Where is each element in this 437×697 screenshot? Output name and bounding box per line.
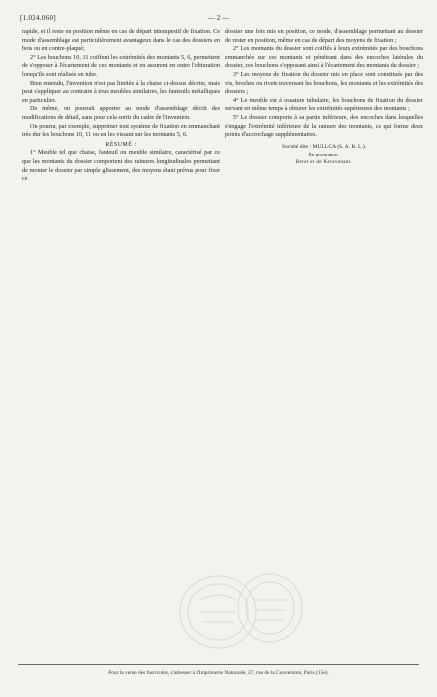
agents-name: Beret et de Keravenant. xyxy=(295,159,353,165)
embossed-seal-icon xyxy=(170,560,310,660)
signature-block xyxy=(225,143,423,167)
company-name: Société dite : MULLCA (S. A. R. L.). xyxy=(281,143,367,150)
paragraph: 4° Le meuble est à ossature tubulaire, les bouchons de fixation du dossier servant en même temps à obturer les extrémités supérieures des montants ; xyxy=(225,96,423,113)
left-column xyxy=(22,28,220,184)
paragraph: 1° Meuble tel que chaise, fauteuil ou meuble similaire, caractérisé par ce que les montants du dossier comportent des rainures longitudinales permettant de monter le dossier par simple glissement, des moyens étant prévus pour fixer ce xyxy=(22,149,220,183)
page-header xyxy=(20,14,417,26)
right-column xyxy=(225,28,423,167)
patent-number: [1.024.060] xyxy=(20,14,56,22)
proxy-label: Par procuration : xyxy=(308,151,340,157)
paragraph: Bien entendu, l'invention n'est pas limitée à la chaise ci-dessus décrite, mais peut s'appliquer au contraire à tous meubles similaires, les fauteuils métalliques en particulier. xyxy=(22,79,220,104)
paragraph: 3° Les moyens de fixation du dossier mis en place sont constitués par des vis, broches ou rivets traversant les bouchons, les montants et les extrémités des dossiers ; xyxy=(225,70,423,96)
paragraph: On pourra, par exemple, supprimer tout système de fixation en emmanchant très dur les bouchons 10, 11 ou en les vissant sur les montants 5, 6. xyxy=(22,122,220,139)
paragraph: rapide, et il reste en position même en cas de départ intempestif de fixation. Ce mode d'assemblage est particulièrement avantageux dans le cas des dossiers en bois ou en contre-plaqué; xyxy=(22,28,220,53)
page-footer: Pour la vente des fascicules, s'adresser à l'Imprimerie Nationale, 27, rue de la Convention, Paris (15e). xyxy=(108,670,329,676)
footer-divider xyxy=(18,664,419,665)
page-number: — 2 — xyxy=(208,14,229,22)
paragraph: De même, on pourrait apporter au mode d'assemblage décrit des modifications de détail, sans pour cela sortir du cadre de l'invention. xyxy=(22,105,220,121)
paragraph: dossier une fois mis en position, ce mode, d'assemblage permettant au dossier de rester en position, même en cas de départ des moyens de fixation ; xyxy=(225,28,423,44)
paragraph: 2° Les montants du dossier sont coiffés à leurs extrémités par des bouchons emmanchés sur ces montants et pénétrant dans des encoches latérales du dossier, ces bouchons s'opposant ainsi à l'écartement des montants du dossier ; xyxy=(225,45,423,70)
resume-heading: RÉSUMÉ : xyxy=(105,141,137,148)
paragraph: 2° Les bouchons 10, 11 coiffent les extrémités des montants 5, 6, permettent de s'opposer à l'écartement de ces montants et en assurent en outre l'obturation lorsqu'ils sont réalisés en tube. xyxy=(22,53,220,78)
paragraph: 5° Le dossier comporte à sa partie inférieure, des encoches dans lesquelles s'engage l'extrémité inférieure de la rainure des montants, ce qui forme deux points d'accrochage supplémentaires. xyxy=(225,113,423,139)
